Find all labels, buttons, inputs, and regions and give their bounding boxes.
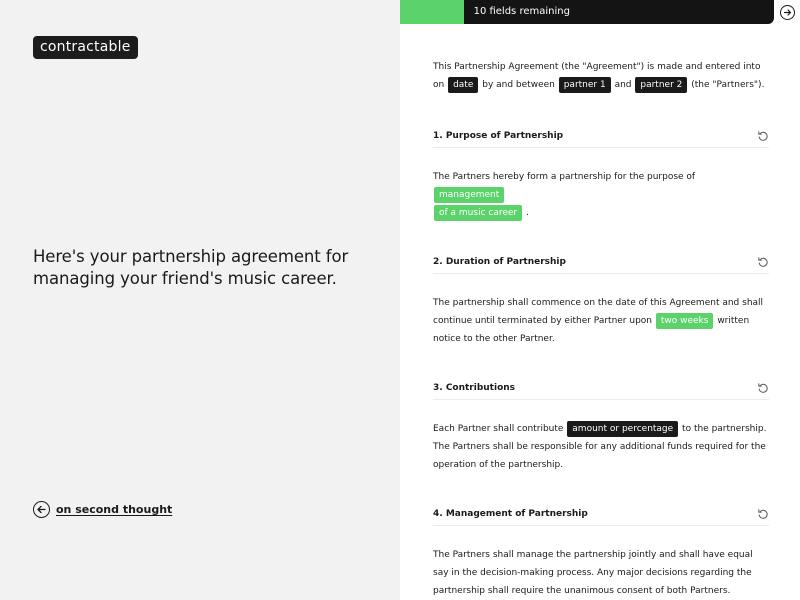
section-title: 1. Purpose of Partnership bbox=[433, 131, 564, 141]
intro-text: and bbox=[611, 80, 635, 90]
intro-text: (the "Partners"). bbox=[688, 80, 765, 90]
section-header bbox=[433, 502, 769, 526]
partner-2-field[interactable]: partner 2 bbox=[635, 77, 687, 93]
section-purpose bbox=[433, 124, 769, 222]
section-text: The Partners shall manage the partnership jointly and shall have equal say in the decision-making process. Any major decisions regarding the partnership shall require the unanimous consent of both Partners. bbox=[433, 550, 753, 596]
arrow-left-circle-icon[interactable] bbox=[33, 501, 50, 518]
agreement-intro bbox=[433, 58, 769, 94]
contractable-logo[interactable]: contractable bbox=[33, 36, 138, 59]
purpose-field[interactable]: management bbox=[434, 187, 504, 203]
reset-icon[interactable] bbox=[757, 382, 769, 394]
agreement-document bbox=[433, 58, 769, 600]
back-link-label[interactable]: on second thought bbox=[56, 503, 173, 516]
section-header bbox=[433, 124, 769, 148]
date-field[interactable]: date bbox=[448, 77, 478, 93]
section-header bbox=[433, 376, 769, 400]
section-body bbox=[433, 546, 769, 600]
intro-text: This Partnership Agreement (the "Agreement") is made and entered into on bbox=[433, 62, 761, 90]
notice-period-field[interactable]: two weeks bbox=[656, 313, 714, 329]
page-headline: Here's your partnership agreement for managing your friend's music career. bbox=[33, 247, 349, 288]
section-text: to the partnership. The Partners shall be responsible for any additional funds required for the operation of the partnership. bbox=[433, 424, 767, 470]
progress-fill bbox=[400, 0, 464, 24]
section-body bbox=[433, 420, 769, 474]
reset-icon[interactable] bbox=[757, 130, 769, 142]
section-text: The Partners hereby form a partnership for the purpose of bbox=[433, 172, 696, 182]
section-header bbox=[433, 250, 769, 274]
section-body bbox=[433, 294, 769, 348]
intro-text: by and between bbox=[479, 80, 558, 90]
section-text: . bbox=[523, 208, 529, 218]
progress-bar bbox=[400, 0, 774, 24]
section-management bbox=[433, 502, 769, 600]
section-text: The partnership shall commence on the date of this Agreement and shall continue until terminated by either Partner upon bbox=[433, 298, 764, 326]
back-link[interactable] bbox=[33, 501, 172, 518]
fields-remaining-text: 10 fields remaining bbox=[473, 6, 570, 17]
section-title: 2. Duration of Partnership bbox=[433, 257, 566, 267]
partner-1-field[interactable]: partner 1 bbox=[559, 77, 611, 93]
contribution-field[interactable]: amount or percentage bbox=[567, 421, 678, 437]
arrow-right-circle-icon bbox=[783, 8, 792, 17]
section-title: 3. Contributions bbox=[433, 383, 516, 393]
section-title: 4. Management of Partnership bbox=[433, 509, 588, 519]
section-text: Each Partner shall contribute bbox=[433, 424, 567, 434]
section-body bbox=[433, 168, 769, 222]
section-text: written notice to the other Partner. bbox=[433, 316, 750, 344]
reset-icon[interactable] bbox=[757, 508, 769, 520]
section-duration bbox=[433, 250, 769, 348]
next-button[interactable] bbox=[780, 5, 795, 20]
purpose-field[interactable]: of a music career bbox=[434, 205, 522, 221]
section-contributions bbox=[433, 376, 769, 474]
reset-icon[interactable] bbox=[757, 256, 769, 268]
